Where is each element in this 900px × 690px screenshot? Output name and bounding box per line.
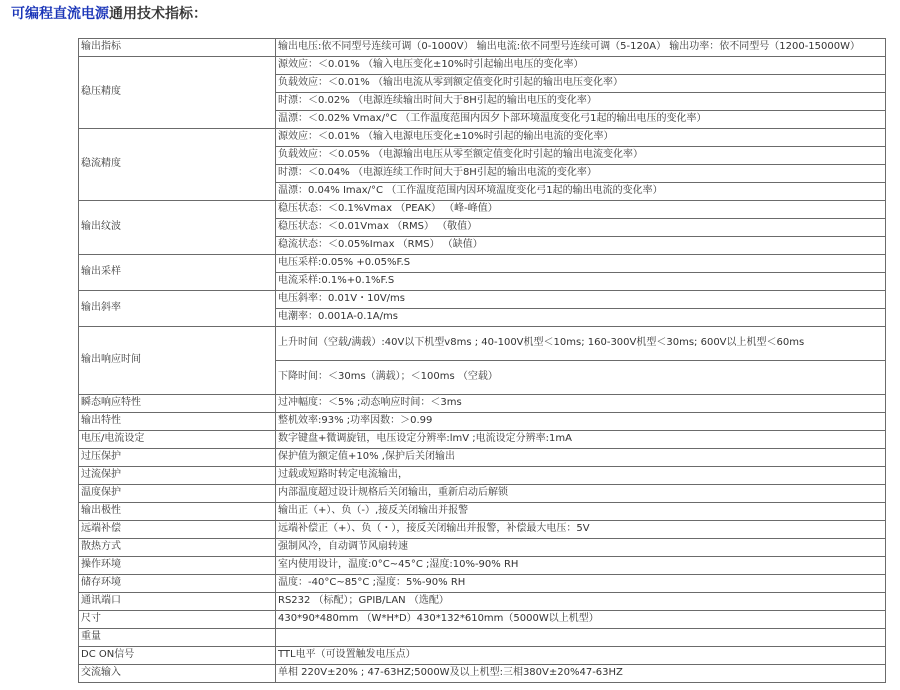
spec-value: 时漂：＜0.04% （电源连续工作时间大于8H引起的输出电流的变化率） — [276, 165, 886, 183]
spec-value: 稳流状态：＜0.05%Imax （RMS） （缺值） — [276, 237, 886, 255]
spec-value: 负载效应：＜0.05% （电源输出电压从零至额定值变化时引起的输出电流变化率） — [276, 147, 886, 165]
spec-value: 单相 220V±20% ; 47-63HZ;5000W及以上机型:三相380V±20%47-63HZ — [276, 665, 886, 683]
spec-label: 温度保护 — [79, 485, 276, 503]
spec-value: 电压斜率：0.01V・10V/ms — [276, 291, 886, 309]
spec-label: 稳压精度 — [79, 57, 276, 129]
spec-value: 室内使用设计，温度:0°C~45°C ;湿度:10%-90% RH — [276, 557, 886, 575]
table-row — [79, 485, 886, 503]
table-row — [79, 539, 886, 557]
table-row — [79, 395, 886, 413]
page-heading — [11, 3, 207, 23]
spec-label: 输出特性 — [79, 413, 276, 431]
spec-value: 内部温度超过设计规格后关闭输出，重新启动后解锁 — [276, 485, 886, 503]
table-row — [79, 665, 886, 683]
spec-value: 输出正（+）、负（-）,接反关闭输出并报警 — [276, 503, 886, 521]
spec-label: 通讯端口 — [79, 593, 276, 611]
table-row — [79, 611, 886, 629]
spec-label: 输出采样 — [79, 255, 276, 291]
spec-label: 输出指标 — [79, 39, 276, 57]
spec-value: 保护值为额定值+10% ,保护后关闭输出 — [276, 449, 886, 467]
table-row — [79, 575, 886, 593]
spec-table — [78, 38, 886, 683]
spec-label: 重量 — [79, 629, 276, 647]
table-row — [79, 431, 886, 449]
spec-value: 稳压状态：＜0.01Vmax （RMS） （敬值） — [276, 219, 886, 237]
spec-label: 过流保护 — [79, 467, 276, 485]
spec-value: 电压采样:0.05% +0.05%F.S — [276, 255, 886, 273]
spec-value: 温度：-40°C~85°C ;湿度：5%-90% RH — [276, 575, 886, 593]
spec-value: 远端补偿正（+）、负（・），接反关闭输出并报警，补偿最大电压：5V — [276, 521, 886, 539]
spec-label: 交流输入 — [79, 665, 276, 683]
spec-value: 稳压状态：＜0.1%Vmax （PEAK） （峰-峰值） — [276, 201, 886, 219]
spec-value: 下降时间：＜30ms（满载）；＜100ms （空载） — [276, 361, 886, 395]
spec-value: 430*90*480mm （W*H*D）430*132*610mm（5000W以上机型） — [276, 611, 886, 629]
spec-label: 远端补偿 — [79, 521, 276, 539]
spec-value: RS232 （标配）；GPIB/LAN （选配） — [276, 593, 886, 611]
spec-table-body — [79, 39, 886, 683]
spec-label: 输出纹波 — [79, 201, 276, 255]
spec-label: 输出斜率 — [79, 291, 276, 327]
spec-label: 散热方式 — [79, 539, 276, 557]
table-row — [79, 129, 886, 147]
spec-label: 电压/电流设定 — [79, 431, 276, 449]
table-row — [79, 557, 886, 575]
spec-label: 储存环境 — [79, 575, 276, 593]
spec-value: 电潮率：0.001A-0.1A/ms — [276, 309, 886, 327]
spec-label: 输出极性 — [79, 503, 276, 521]
spec-value: 过载或短路时转定电流输出， — [276, 467, 886, 485]
table-row — [79, 291, 886, 309]
table-row — [79, 255, 886, 273]
spec-label: 操作环境 — [79, 557, 276, 575]
table-row — [79, 521, 886, 539]
spec-value — [276, 629, 886, 647]
spec-value: 时漂：＜0.02% （电源连续输出时间大于8H引起的输出电压的变化率） — [276, 93, 886, 111]
spec-value: 数字键盘+微调旋钮，电压设定分辨率:lmV ;电流设定分辨率:1mA — [276, 431, 886, 449]
heading-link[interactable]: 可编程直流电源 — [11, 6, 109, 22]
spec-label: 过压保护 — [79, 449, 276, 467]
table-row — [79, 201, 886, 219]
spec-value: TTL电平（可设置触发电压点） — [276, 647, 886, 665]
table-row — [79, 467, 886, 485]
spec-value: 过冲幅度：＜5% ;动态响应时间：＜3ms — [276, 395, 886, 413]
spec-value: 源效应：＜0.01% （输入电压变化±10%时引起输出电压的变化率） — [276, 57, 886, 75]
spec-label: 输出响应时间 — [79, 327, 276, 395]
table-row — [79, 413, 886, 431]
spec-label: 尺寸 — [79, 611, 276, 629]
table-row — [79, 327, 886, 361]
spec-label: DC ON信号 — [79, 647, 276, 665]
spec-value: 电流采样:0.1%+0.1%F.S — [276, 273, 886, 291]
spec-value: 温漂：0.04% Imax/°C （工作温度范围内因环境温度变化弓1起的输出电流的变化率） — [276, 183, 886, 201]
spec-label: 稳流精度 — [79, 129, 276, 201]
table-row — [79, 647, 886, 665]
spec-value: 源效应：＜0.01% （输入电源电压变化±10%时引起的输出电流的变化率） — [276, 129, 886, 147]
spec-value: 整机效率:93% ;功率因数：＞0.99 — [276, 413, 886, 431]
spec-value: 上升时间（空载/满载）:40V以下机型v8ms ; 40-100V机型＜10ms; 160-300V机型＜30ms; 600V以上机型＜60ms — [276, 327, 886, 361]
spec-label: 瞬态响应特性 — [79, 395, 276, 413]
table-row — [79, 593, 886, 611]
table-row — [79, 57, 886, 75]
spec-value: 温漂：＜0.02% Vmax/°C （工作温度范围内因夕卜部环境温度变化弓1起的输出电压的变化率） — [276, 111, 886, 129]
table-row — [79, 629, 886, 647]
table-row — [79, 449, 886, 467]
spec-value: 强制风冷，自动调节风扇转速 — [276, 539, 886, 557]
spec-value: 输出电压:依不同型号连续可调（0-1000V） 输出电流:依不同型号连续可调（5-120A） 输出功率：依不同型号（1200-15000W） — [276, 39, 886, 57]
heading-text: 通用技术指标： — [109, 6, 207, 22]
table-row — [79, 39, 886, 57]
table-row — [79, 503, 886, 521]
spec-value: 负载效应：＜0.01% （输出电流从零到额定值变化时引起的输出电压变化率） — [276, 75, 886, 93]
